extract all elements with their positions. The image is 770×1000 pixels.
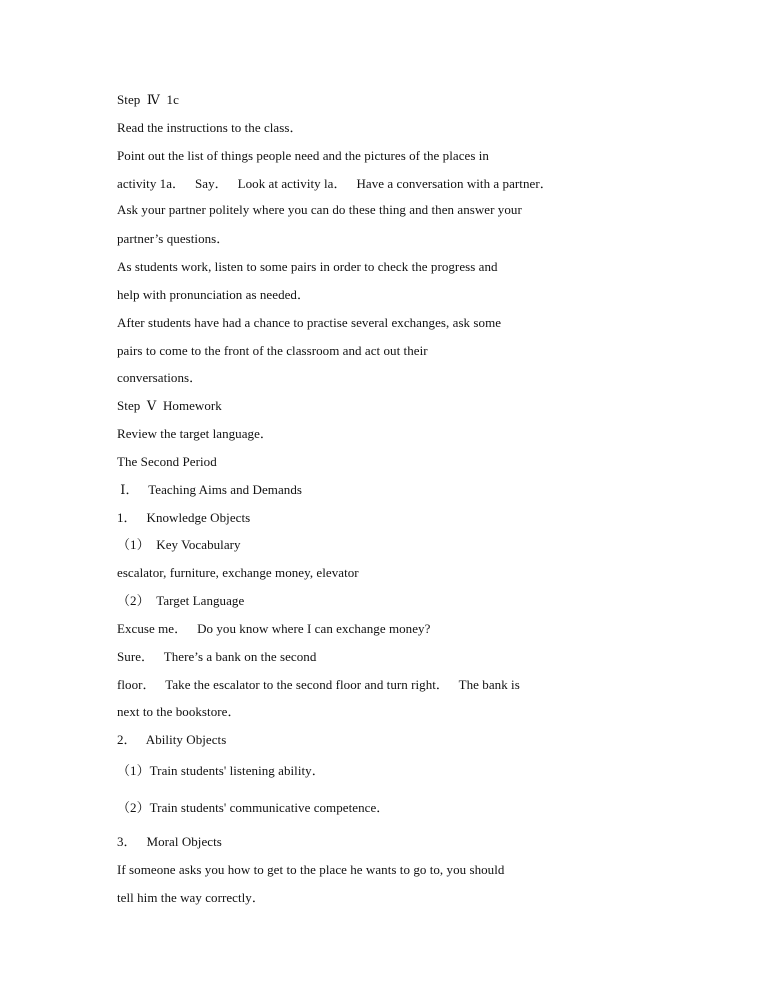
paragraph-line: pairs to come to the front of the classroom and act out their	[117, 343, 428, 358]
paragraph-line: After students have had a chance to practise several exchanges, ask some	[117, 315, 502, 330]
paragraph-line: If someone asks you how to get to the place he wants to go to, you should	[117, 862, 505, 877]
paragraph-line: Read the instructions to the class．	[117, 120, 303, 135]
list-item: （2）Train students' communicative competence．	[117, 800, 390, 815]
paragraph-line: conversations．	[117, 370, 203, 385]
paragraph-line: As students work, listen to some pairs in order to check the progress and	[117, 259, 498, 274]
paragraph-line: Ask your partner politely where you can do these thing and then answer your	[117, 202, 522, 217]
paragraph-line: help with pronunciation as needed．	[117, 287, 311, 302]
paragraph-line: Sure． There’s a bank on the second	[117, 649, 317, 664]
paragraph-line: tell him the way correctly．	[117, 890, 265, 905]
subheading-ability-objects: 2． Ability Objects	[117, 732, 227, 747]
paragraph-line: Review the target language．	[117, 426, 273, 441]
section-heading-step-5: Step Ⅴ Homework	[117, 398, 222, 413]
subheading-key-vocabulary: （1） Key Vocabulary	[117, 537, 241, 552]
paragraph-line: Excuse me． Do you know where I can exchange money?	[117, 621, 431, 636]
vocabulary-list: escalator, furniture, exchange money, elevator	[117, 565, 359, 580]
section-heading-second-period: The Second Period	[117, 454, 217, 469]
subheading-teaching-aims: Ⅰ． Teaching Aims and Demands	[117, 482, 302, 497]
subheading-knowledge-objects: 1． Knowledge Objects	[117, 510, 251, 525]
paragraph-line: floor． Take the escalator to the second floor and turn right． The bank is	[117, 677, 520, 692]
section-heading-step-4: Step Ⅳ 1c	[117, 92, 179, 107]
paragraph-line: Point out the list of things people need and the pictures of the places in	[117, 148, 489, 163]
paragraph-line: activity 1a． Say． Look at activity la． Have a conversation with a partner．	[117, 176, 553, 191]
subheading-target-language: （2） Target Language	[117, 593, 245, 608]
paragraph-line: next to the bookstore．	[117, 704, 241, 719]
list-item: （1）Train students' listening ability．	[117, 763, 325, 778]
paragraph-line: partner’s questions．	[117, 231, 230, 246]
subheading-moral-objects: 3． Moral Objects	[117, 834, 222, 849]
